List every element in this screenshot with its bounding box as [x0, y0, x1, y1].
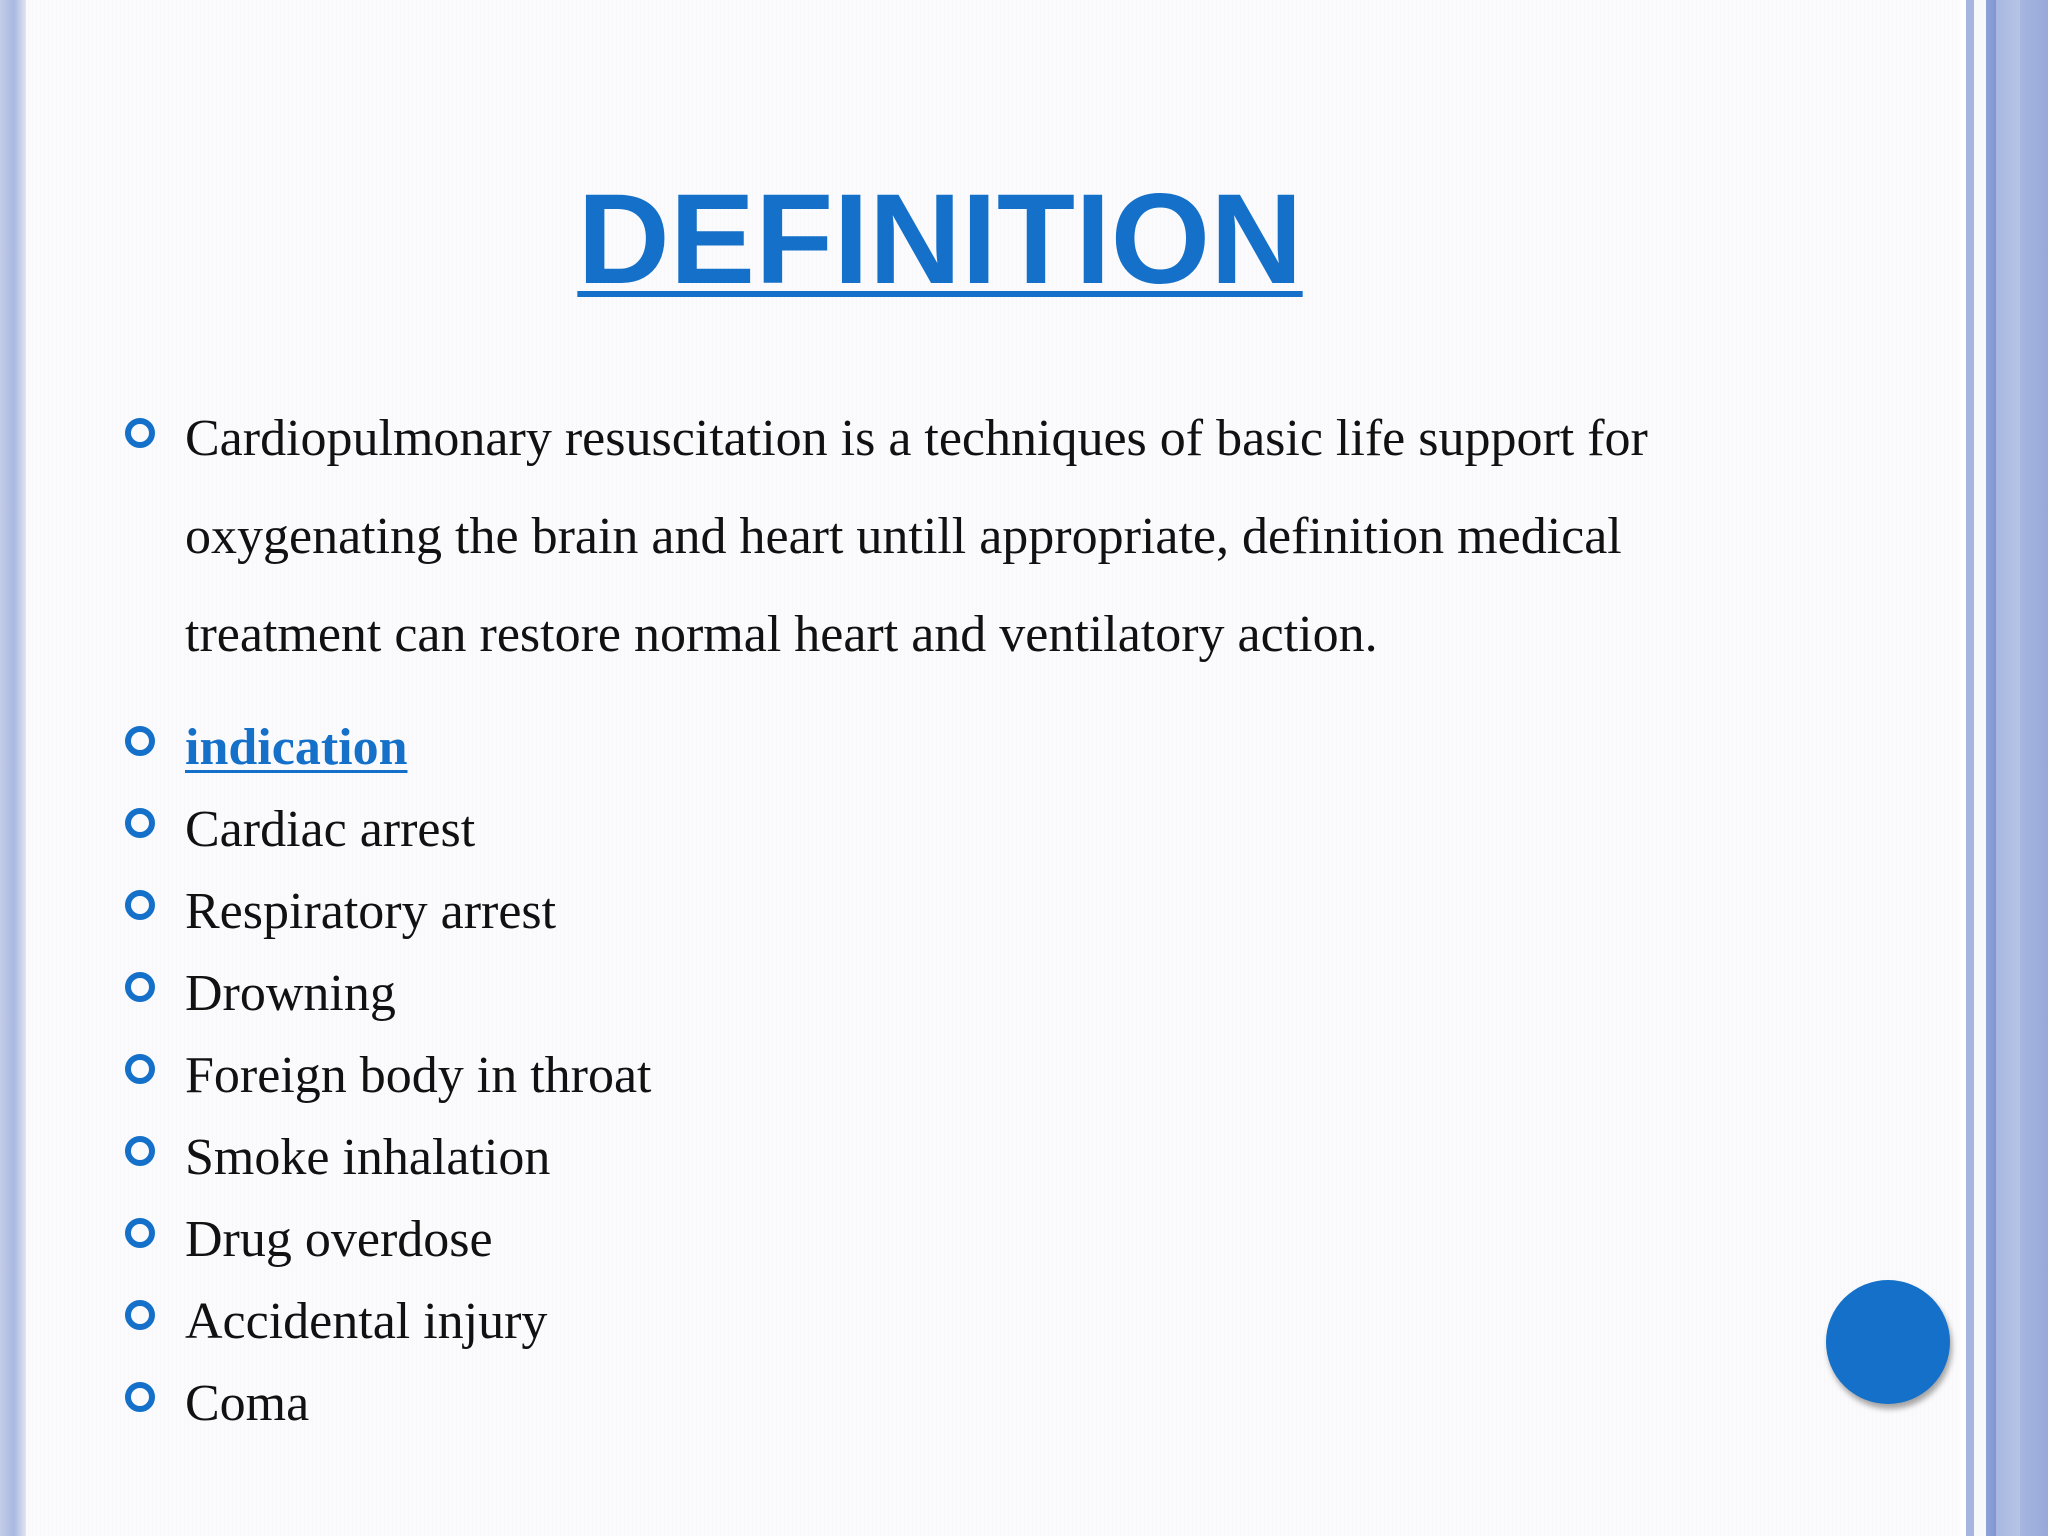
list-item-label: Cardiac arrest	[185, 801, 476, 858]
bullet-circle-icon	[125, 1382, 155, 1412]
bullet-circle-icon	[125, 1136, 155, 1166]
indication-heading[interactable]: indication	[185, 719, 408, 776]
bullet-circle-icon	[125, 890, 155, 920]
list-item-label: Respiratory arrest	[185, 883, 557, 940]
bullet-circle-icon	[125, 418, 155, 448]
bullet-circle-icon	[125, 1218, 155, 1248]
bullet-circle-icon	[125, 808, 155, 838]
slide-title	[0, 170, 1880, 310]
list-item-label: Drowning	[185, 965, 396, 1022]
list-item-label: Coma	[185, 1375, 310, 1432]
bullet-circle-icon	[125, 1054, 155, 1084]
bullet-circle-icon	[125, 972, 155, 1002]
right-frame-bar	[1960, 0, 2048, 1536]
list-item-label: Drug overdose	[185, 1211, 493, 1268]
definition-text: Cardiopulmonary resuscitation is a techniques of basic life support for oxygenating the brain and heart untill appropriate, definition medical treatment can restore normal heart and ventilatory action.	[185, 410, 1648, 663]
slide-title-text: DEFINITION	[577, 168, 1303, 311]
list-item-label: Smoke inhalation	[185, 1129, 551, 1186]
list-item-label: Foreign body in throat	[185, 1047, 652, 1104]
bullet-circle-icon	[125, 726, 155, 756]
list-item-label: Accidental injury	[185, 1293, 548, 1350]
bullet-circle-icon	[125, 1300, 155, 1330]
navigation-circle-button[interactable]	[1826, 1280, 1950, 1404]
